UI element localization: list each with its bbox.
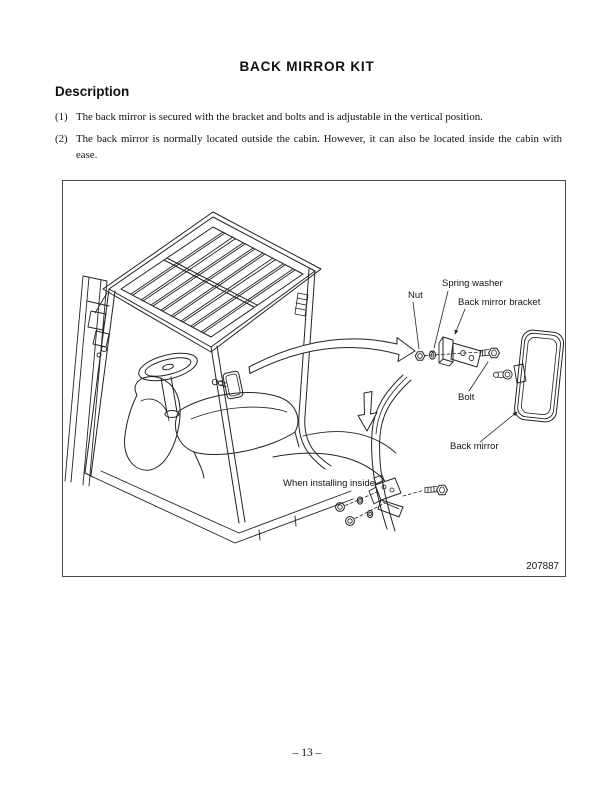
- item-number: (1): [55, 111, 68, 123]
- detail-bolt: [403, 485, 448, 496]
- section-heading-description: Description: [55, 84, 130, 99]
- leader-bracket: [455, 309, 465, 334]
- label-nut: Nut: [408, 290, 423, 301]
- mast-hardware: [87, 293, 109, 347]
- hood-curves: [273, 431, 396, 481]
- item-text: The back mirror is secured with the bracket and bolts and is adjustable in the vertical position.: [76, 111, 483, 123]
- description-list: [55, 110, 562, 170]
- item-number: (2): [55, 133, 68, 146]
- leader-back-mirror: [480, 412, 517, 442]
- page-title: BACK MIRROR KIT: [239, 59, 375, 74]
- down-arrow: [358, 392, 377, 432]
- leader-bolt: [469, 362, 488, 391]
- seat: [125, 377, 299, 478]
- figure-frame: [62, 180, 566, 577]
- leader-nut: [413, 302, 419, 349]
- figure-number: 207887: [526, 561, 559, 572]
- label-bolt: Bolt: [458, 392, 475, 403]
- description-item-2: [55, 132, 562, 163]
- detail-pillar: [372, 375, 411, 531]
- label-back-mirror-bracket: Back mirror bracket: [458, 297, 541, 308]
- page-number: – 13 –: [292, 747, 322, 759]
- bolt-part: [480, 348, 500, 358]
- figure-illustration: [63, 181, 565, 576]
- pointer-arrow: [249, 338, 415, 374]
- label-when-installing-inside: When installing inside: [283, 478, 375, 489]
- mast: [65, 276, 107, 486]
- description-item-1: [55, 110, 562, 125]
- back-mirror-part: [493, 329, 564, 423]
- label-spring-washer: Spring washer: [442, 278, 503, 289]
- item-text: The back mirror is normally located outside the cabin. However, it can also be located inside the cabin with ease.: [76, 133, 562, 161]
- label-back-mirror: Back mirror: [450, 441, 499, 452]
- nut-part: [415, 352, 425, 360]
